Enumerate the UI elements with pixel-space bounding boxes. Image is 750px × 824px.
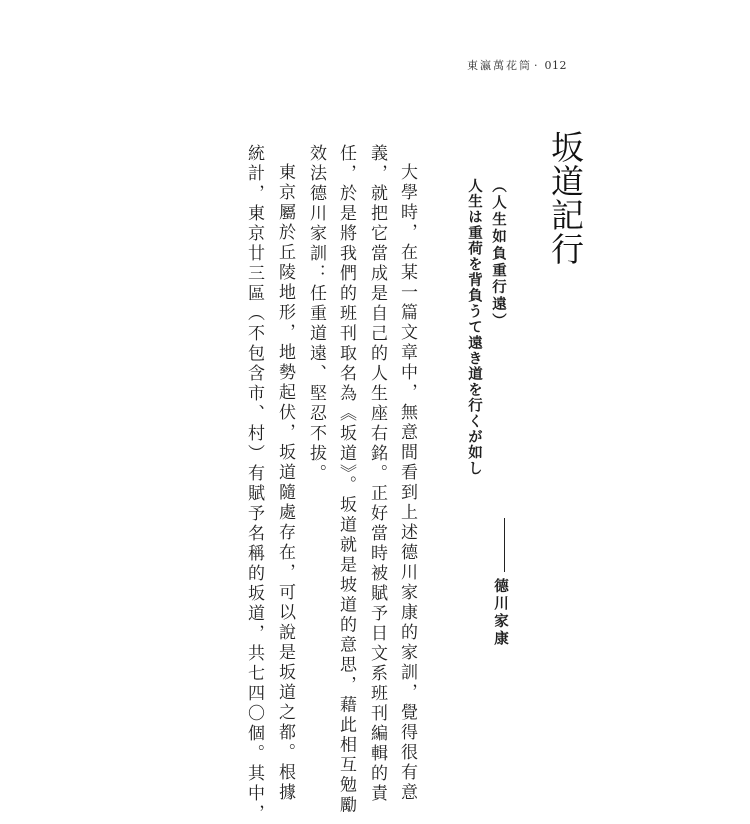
page-number: 012	[544, 59, 567, 72]
epigraph-japanese: 人生は重荷を背負うて遠き道を行くが如し	[466, 178, 483, 477]
body-column: 義，就把它當成是自己的人生座右銘。正好當時被賦予日文系班刊編輯的責	[367, 144, 387, 804]
chapter-title: 坂道記行	[546, 130, 585, 266]
epigraph-attribution	[493, 518, 508, 648]
body-column: 任，於是將我們的班刊取名為《坂道》。坂道就是坡道的意思，藉此相互勉勵	[336, 144, 356, 816]
header-separator: ·	[534, 59, 540, 72]
body-column: 效法德川家訓：任重道遠、堅忍不拔。	[306, 144, 326, 484]
attribution-name: 德川家康	[492, 578, 509, 648]
body-column: 東京屬於丘陵地形，地勢起伏，坂道隨處存在，可以說是坂道之都。根據	[275, 163, 295, 803]
body-column: 大學時，在某一篇文章中，無意間看到上述德川家康的家訓，覺得很有意	[397, 163, 417, 803]
running-header	[467, 57, 567, 73]
epigraph-translation: （人生如負重行遠）	[490, 178, 507, 331]
attribution-dash	[504, 518, 505, 572]
body-column: 統計，東京廿三區（不包含市、村）有賦予名稱的坂道，共七四〇個。其中，	[244, 144, 264, 824]
book-title: 東瀛萬花筒	[467, 59, 532, 72]
